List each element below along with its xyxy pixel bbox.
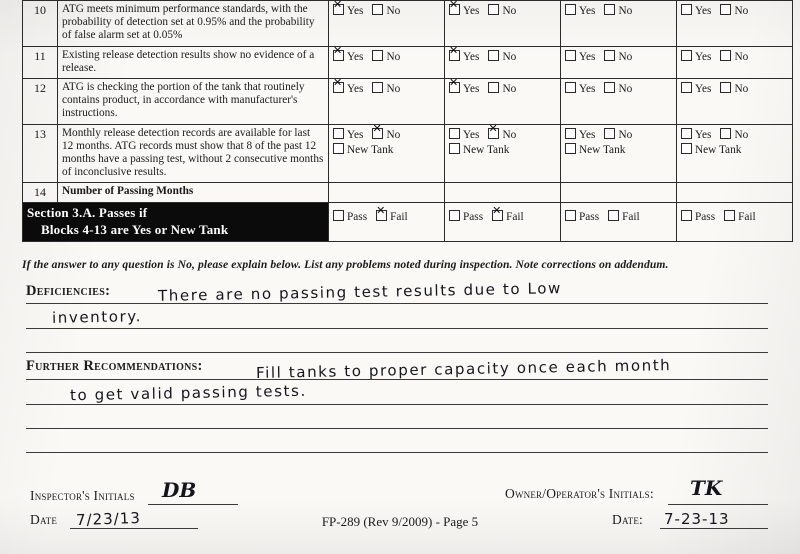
yes-option[interactable]: [565, 49, 595, 64]
row-description: Existing release detection results show no evidence of a release.: [58, 46, 329, 78]
row-description: ATG is checking the portion of the tank that routinely contains product, in accordance with manufacturer's instructions.: [58, 79, 329, 125]
checkbox-icon[interactable]: [488, 4, 499, 15]
recommendations-rule-2: [26, 404, 768, 405]
row-11-column-2[interactable]: [445, 46, 561, 78]
row-13-column-3[interactable]: [561, 124, 677, 183]
inspector-initials-label: Inspector's Initials: [30, 488, 135, 503]
checkbox-icon[interactable]: [488, 82, 499, 93]
no-label: No: [386, 128, 401, 141]
checkbox-icon[interactable]: [681, 210, 692, 221]
no-option[interactable]: [720, 49, 748, 64]
row-13-column-2[interactable]: [445, 124, 561, 183]
checkbox-icon[interactable]: [720, 50, 731, 61]
checkbox-icon[interactable]: [565, 143, 576, 154]
newtank-line[interactable]: [681, 142, 788, 157]
recommendations-handwriting-line1: Fill tanks to proper capacity once each month: [255, 356, 672, 382]
new-tank-option[interactable]: [449, 142, 509, 157]
yes-option[interactable]: [333, 49, 363, 64]
newtank-line[interactable]: [449, 142, 556, 157]
new-tank-label: New Tank: [695, 143, 742, 156]
yesno-line[interactable]: [449, 127, 556, 142]
row-14-column-2[interactable]: [445, 183, 561, 203]
yes-label: Yes: [347, 50, 364, 63]
row-description: ATG meets minimum performance standards, with the probability of detection set at 0.95% and the probability of false alarm set at 0.05%: [58, 1, 329, 47]
table-row: [23, 79, 793, 125]
no-label: No: [618, 128, 633, 141]
no-label: No: [386, 5, 401, 17]
checkbox-icon[interactable]: [333, 210, 344, 221]
yes-label: Yes: [579, 50, 596, 63]
checkbox-icon[interactable]: [681, 128, 692, 139]
section-3a-banner: [23, 203, 329, 242]
no-label: No: [502, 50, 517, 63]
fail-label: Fail: [622, 211, 640, 224]
no-label: No: [502, 128, 517, 141]
checkbox-icon[interactable]: [376, 210, 387, 221]
yes-option[interactable]: [681, 49, 711, 64]
checkbox-icon[interactable]: [449, 128, 460, 139]
checkbox-icon[interactable]: [488, 128, 499, 139]
checkbox-icon[interactable]: [372, 50, 383, 61]
yes-label: Yes: [579, 83, 596, 96]
yes-option[interactable]: [565, 3, 595, 18]
row-10-column-2[interactable]: [445, 1, 561, 47]
checkbox-icon[interactable]: [681, 143, 692, 154]
deficiencies-rule-2: [26, 328, 768, 329]
checkbox-icon[interactable]: [565, 4, 576, 15]
checkbox-icon[interactable]: [604, 50, 615, 61]
checkbox-icon[interactable]: [333, 50, 344, 61]
table-row: [23, 46, 793, 78]
newtank-line[interactable]: [565, 142, 672, 157]
checkbox-icon[interactable]: [681, 50, 692, 61]
yes-label: Yes: [347, 128, 364, 141]
checkbox-icon[interactable]: [724, 210, 735, 221]
no-option[interactable]: [720, 3, 748, 18]
no-label: No: [618, 50, 633, 63]
no-label: No: [386, 83, 401, 96]
date-value: 7/23/13: [75, 508, 142, 530]
new-tank-label: New Tank: [579, 143, 626, 156]
no-option[interactable]: [604, 127, 632, 142]
yes-option[interactable]: [681, 3, 711, 18]
row-14-column-3[interactable]: [561, 183, 677, 203]
row-14-column-4[interactable]: [677, 183, 793, 203]
yesno-line[interactable]: [565, 127, 672, 142]
date-label: Date: [30, 512, 58, 527]
deficiencies-handwriting-line1: There are no passing test results due to Low: [157, 279, 563, 305]
no-label: No: [386, 50, 401, 63]
yes-option[interactable]: [449, 3, 479, 18]
pass-label: Pass: [463, 211, 484, 224]
section-3a-column-4[interactable]: [677, 203, 793, 242]
no-label: No: [502, 83, 517, 96]
pass-option[interactable]: [333, 209, 367, 224]
checkbox-icon[interactable]: [720, 128, 731, 139]
row-11-column-3[interactable]: [561, 46, 677, 78]
row-13-column-1[interactable]: [329, 124, 445, 183]
newtank-line[interactable]: [333, 142, 440, 157]
row-number: 13: [23, 124, 58, 183]
yes-label: Yes: [695, 50, 712, 63]
owner-initials-label: Owner/Operator's Initials:: [505, 486, 654, 501]
no-option[interactable]: [604, 49, 632, 64]
table-row: [23, 183, 793, 203]
owner-date-value: 7-23-13: [664, 510, 730, 528]
fail-option[interactable]: [376, 209, 408, 224]
table-row: [23, 1, 793, 47]
new-tank-option[interactable]: [333, 142, 393, 157]
checkbox-icon[interactable]: [681, 82, 692, 93]
explain-note: If the answer to any question is No, please explain below. List any problems noted during inspection. Note corrections on addendum.: [22, 258, 669, 271]
no-option[interactable]: [604, 3, 632, 18]
checkbox-icon[interactable]: [608, 210, 619, 221]
inspector-initials-value: DB: [162, 478, 197, 502]
yes-option[interactable]: [333, 81, 363, 96]
footer: [0, 476, 800, 554]
checkbox-icon[interactable]: [565, 128, 576, 139]
no-option[interactable]: [488, 3, 516, 18]
deficiencies-rule-1: [26, 303, 768, 304]
yes-label: Yes: [347, 5, 364, 17]
row-number: 12: [23, 79, 58, 125]
form-id: FP-289 (Rev 9/2009) - Page 5: [321, 514, 479, 529]
yes-label: Yes: [463, 128, 480, 141]
fail-label: Fail: [506, 211, 524, 224]
checkbox-icon[interactable]: [604, 82, 615, 93]
owner-date-label: Date:: [612, 512, 643, 527]
no-option[interactable]: [372, 3, 400, 18]
yes-label: Yes: [579, 5, 596, 17]
yes-label: Yes: [579, 128, 596, 141]
recommendations-rule-3: [26, 428, 768, 429]
new-tank-option[interactable]: [681, 142, 741, 157]
yesno-line[interactable]: [333, 127, 440, 142]
no-label: No: [734, 5, 749, 17]
no-label: No: [618, 83, 633, 96]
checkbox-icon[interactable]: [565, 210, 576, 221]
no-label: No: [502, 5, 517, 17]
no-option[interactable]: [488, 127, 516, 142]
checkbox-icon[interactable]: [565, 82, 576, 93]
checkbox-icon[interactable]: [333, 82, 344, 93]
no-option[interactable]: [720, 81, 748, 96]
pass-label: Pass: [695, 211, 716, 224]
yes-label: Yes: [695, 128, 712, 141]
yes-option[interactable]: [449, 81, 479, 96]
recommendations-label: Further Recommendations:: [26, 358, 203, 374]
no-option[interactable]: [488, 49, 516, 64]
row-12-column-2[interactable]: [445, 79, 561, 125]
row-12-column-4[interactable]: [677, 79, 793, 125]
no-label: No: [618, 5, 633, 17]
yes-label: Yes: [347, 83, 364, 96]
fail-option[interactable]: [492, 209, 524, 224]
owner-date-rule: [660, 528, 768, 529]
row-10-column-3[interactable]: [561, 1, 677, 47]
no-option[interactable]: [372, 127, 400, 142]
new-tank-label: New Tank: [347, 143, 394, 156]
yes-option[interactable]: [449, 49, 479, 64]
row-12-column-3[interactable]: [561, 79, 677, 125]
deficiencies-handwriting-line2: inventory.: [51, 307, 143, 327]
fail-label: Fail: [738, 211, 756, 224]
checkbox-icon[interactable]: [604, 4, 615, 15]
yes-option[interactable]: [333, 3, 363, 18]
section-3a-line2: Blocks 4-13 are Yes or New Tank: [41, 221, 229, 237]
checkbox-icon[interactable]: [604, 128, 615, 139]
section-3a-column-3[interactable]: [561, 203, 677, 242]
row-10-column-1[interactable]: [329, 1, 445, 47]
recommendations-handwriting-line2: to get valid passing tests.: [69, 381, 307, 405]
yes-label: Yes: [463, 83, 480, 96]
yes-label: Yes: [695, 5, 712, 17]
pass-option[interactable]: [449, 209, 483, 224]
row-description: Monthly release detection records are available for last 12 months. ATG records must show that 8 of the past 12 months have a passing test, without 2 consecutive months of inconclusive results.: [58, 124, 329, 183]
row-number: 14: [23, 183, 58, 203]
pass-label: Pass: [579, 211, 600, 224]
no-option[interactable]: [488, 81, 516, 96]
fail-option[interactable]: [608, 209, 640, 224]
owner-initials-rule: [668, 504, 768, 505]
yes-option[interactable]: [681, 81, 711, 96]
no-option[interactable]: [720, 127, 748, 142]
yes-label: Yes: [695, 83, 712, 96]
checkbox-icon[interactable]: [488, 50, 499, 61]
owner-initials-value: TK: [690, 476, 723, 500]
checkbox-icon[interactable]: [449, 50, 460, 61]
row-11-column-1[interactable]: [329, 46, 445, 78]
checkbox-icon[interactable]: [449, 210, 460, 221]
yes-option[interactable]: [565, 81, 595, 96]
row-description: Number of Passing Months: [58, 183, 329, 203]
checkbox-icon[interactable]: [372, 128, 383, 139]
checkbox-icon[interactable]: [492, 210, 503, 221]
row-12-column-1[interactable]: [329, 79, 445, 125]
checklist-table: [22, 0, 793, 242]
checkbox-icon[interactable]: [449, 82, 460, 93]
yes-option[interactable]: [565, 127, 595, 142]
deficiencies-rule-3: [26, 352, 768, 353]
row-number: 11: [23, 46, 58, 78]
yes-option[interactable]: [449, 127, 479, 142]
pass-option[interactable]: [565, 209, 599, 224]
checkbox-icon[interactable]: [372, 82, 383, 93]
checkbox-icon[interactable]: [449, 143, 460, 154]
no-option[interactable]: [372, 49, 400, 64]
yes-label: Yes: [463, 50, 480, 63]
row-14-column-1[interactable]: [329, 183, 445, 203]
row-13-column-4[interactable]: [677, 124, 793, 183]
checkbox-icon[interactable]: [333, 143, 344, 154]
yes-option[interactable]: [681, 127, 711, 142]
pass-option[interactable]: [681, 209, 715, 224]
section-3a-column-1[interactable]: [329, 203, 445, 242]
row-11-column-4[interactable]: [677, 46, 793, 78]
new-tank-label: New Tank: [463, 143, 510, 156]
checkbox-icon[interactable]: [565, 50, 576, 61]
no-label: No: [734, 128, 749, 141]
pass-label: Pass: [347, 211, 368, 224]
checkbox-icon[interactable]: [333, 128, 344, 139]
fail-option[interactable]: [724, 209, 756, 224]
new-tank-option[interactable]: [565, 142, 625, 157]
inspector-initials-rule: [148, 504, 238, 505]
checkbox-icon[interactable]: [681, 4, 692, 15]
section-3a-row: [23, 203, 793, 242]
yesno-line[interactable]: [681, 127, 788, 142]
yes-option[interactable]: [333, 127, 363, 142]
row-10-column-4[interactable]: [677, 1, 793, 47]
no-option[interactable]: [604, 81, 632, 96]
checkbox-icon[interactable]: [449, 4, 460, 15]
no-option[interactable]: [372, 81, 400, 96]
checkbox-icon[interactable]: [333, 4, 344, 15]
section-3a-column-2[interactable]: [445, 203, 561, 242]
fail-label: Fail: [390, 211, 408, 224]
checkbox-icon[interactable]: [720, 82, 731, 93]
recommendations-rule-4: [26, 452, 768, 453]
row-number: 10: [23, 1, 58, 47]
yes-label: Yes: [463, 5, 480, 17]
table-row: [23, 124, 793, 183]
checkbox-icon[interactable]: [372, 4, 383, 15]
no-label: No: [734, 83, 749, 96]
checkbox-icon[interactable]: [720, 4, 731, 15]
section-3a-line1: Section 3.A. Passes if: [27, 205, 148, 221]
deficiencies-label: Deficiencies:: [26, 283, 111, 299]
no-label: No: [734, 50, 749, 63]
